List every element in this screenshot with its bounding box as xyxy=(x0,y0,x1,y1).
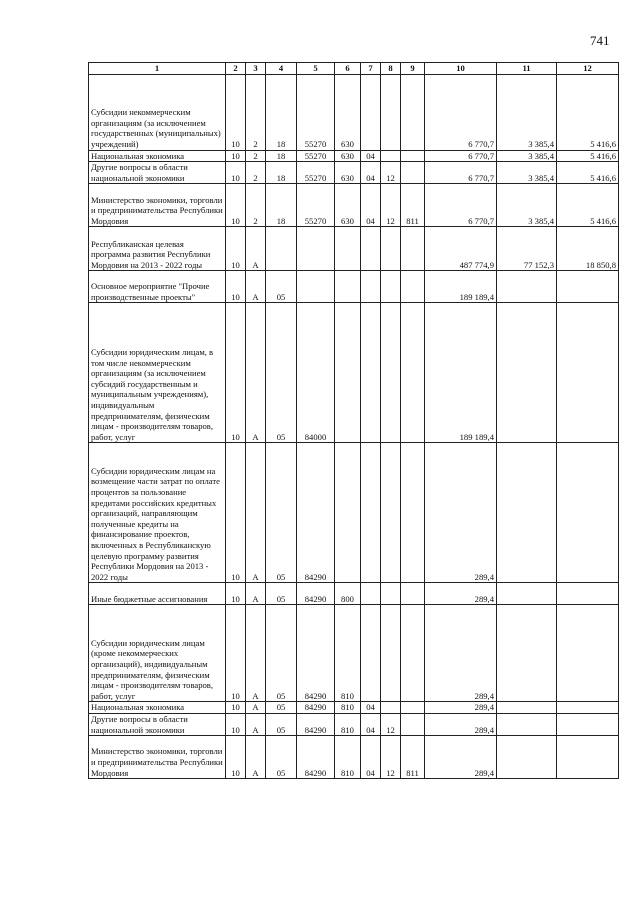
cell-c4: 18 xyxy=(266,184,297,227)
cell-c4: 05 xyxy=(266,271,297,303)
cell-c7 xyxy=(361,583,381,605)
cell-c3: А xyxy=(246,227,266,271)
table-row xyxy=(89,583,619,605)
cell-c9 xyxy=(401,583,425,605)
cell-c12: 5 416,6 xyxy=(557,74,619,150)
cell-c4: 05 xyxy=(266,583,297,605)
cell-c9: 811 xyxy=(401,736,425,779)
cell-c11 xyxy=(497,736,557,779)
cell-c11 xyxy=(497,271,557,303)
cell-c2: 10 xyxy=(226,702,246,714)
cell-c2: 10 xyxy=(226,162,246,184)
cell-c4: 05 xyxy=(266,443,297,583)
cell-c12 xyxy=(557,736,619,779)
row-name: Другие вопросы в области национальной экономики xyxy=(91,713,188,735)
cell-c6: 810 xyxy=(335,702,361,714)
column-header-11: 11 xyxy=(497,63,557,75)
cell-c6: 630 xyxy=(335,184,361,227)
cell-c3: 2 xyxy=(246,184,266,227)
column-header-8: 8 xyxy=(381,63,401,75)
cell-c12 xyxy=(557,605,619,702)
row-name: Основное мероприятие "Прочие производственные проекты" xyxy=(91,281,210,302)
cell-c10: 189 189,4 xyxy=(425,303,497,443)
cell-c7 xyxy=(361,443,381,583)
cell-c5: 84290 xyxy=(297,702,335,714)
cell-c9 xyxy=(401,605,425,702)
column-header-6: 6 xyxy=(335,63,361,75)
cell-c5: 84000 xyxy=(297,303,335,443)
cell-c5: 55270 xyxy=(297,74,335,150)
cell-c2: 10 xyxy=(226,271,246,303)
cell-c5: 55270 xyxy=(297,162,335,184)
cell-c7 xyxy=(361,303,381,443)
cell-c11 xyxy=(497,583,557,605)
cell-c5: 84290 xyxy=(297,605,335,702)
cell-c2: 10 xyxy=(226,583,246,605)
cell-c6: 810 xyxy=(335,736,361,779)
cell-c12 xyxy=(557,443,619,583)
cell-c11 xyxy=(497,303,557,443)
cell-c12 xyxy=(557,303,619,443)
column-header-1: 1 xyxy=(89,63,226,75)
cell-c5: 84290 xyxy=(297,443,335,583)
cell-c11 xyxy=(497,713,557,735)
cell-c12 xyxy=(557,271,619,303)
cell-c5: 84290 xyxy=(297,583,335,605)
cell-c3: А xyxy=(246,702,266,714)
cell-c7: 04 xyxy=(361,184,381,227)
cell-c8 xyxy=(381,702,401,714)
cell-c10: 289,4 xyxy=(425,605,497,702)
row-name-cell xyxy=(89,702,226,714)
cell-c11 xyxy=(497,702,557,714)
row-name-cell xyxy=(89,184,226,227)
cell-c6: 810 xyxy=(335,605,361,702)
cell-c10: 289,4 xyxy=(425,736,497,779)
cell-c4: 05 xyxy=(266,736,297,779)
table-body xyxy=(89,74,619,779)
cell-c4: 05 xyxy=(266,303,297,443)
cell-c7: 04 xyxy=(361,736,381,779)
cell-c4: 05 xyxy=(266,605,297,702)
cell-c5: 84290 xyxy=(297,736,335,779)
table-row xyxy=(89,303,619,443)
cell-c8 xyxy=(381,227,401,271)
cell-c8: 12 xyxy=(381,736,401,779)
cell-c11 xyxy=(497,443,557,583)
cell-c3: А xyxy=(246,443,266,583)
cell-c9 xyxy=(401,162,425,184)
cell-c7 xyxy=(361,605,381,702)
cell-c6: 810 xyxy=(335,713,361,735)
cell-c2: 10 xyxy=(226,303,246,443)
cell-c2: 10 xyxy=(226,736,246,779)
cell-c8 xyxy=(381,150,401,162)
cell-c11 xyxy=(497,605,557,702)
column-header-9: 9 xyxy=(401,63,425,75)
column-header-5: 5 xyxy=(297,63,335,75)
cell-c7 xyxy=(361,227,381,271)
row-name: Субсидии юридическим лицам, в том числе некоммерческим организациям (за исключением субсидий государственным и муниципальным учреждениям), индивидуальным предпринимателям, физическим лицам - производителям товаров, работ, услуг xyxy=(91,347,214,442)
row-name: Другие вопросы в области национальной экономики xyxy=(91,162,188,183)
cell-c10: 6 770,7 xyxy=(425,150,497,162)
cell-c2: 10 xyxy=(226,713,246,735)
cell-c3: 2 xyxy=(246,74,266,150)
cell-c2: 10 xyxy=(226,443,246,583)
cell-c5: 55270 xyxy=(297,150,335,162)
row-name: Министерство экономики, торговли и предпринимательства Республики Мордовия xyxy=(91,746,223,778)
cell-c7: 04 xyxy=(361,702,381,714)
cell-c2: 10 xyxy=(226,184,246,227)
column-header-10: 10 xyxy=(425,63,497,75)
cell-c12 xyxy=(557,713,619,735)
cell-c9 xyxy=(401,443,425,583)
cell-c2: 10 xyxy=(226,605,246,702)
cell-c7: 04 xyxy=(361,713,381,735)
cell-c8: 12 xyxy=(381,713,401,735)
table-row xyxy=(89,736,619,779)
cell-c4: 05 xyxy=(266,702,297,714)
table-row xyxy=(89,713,619,735)
row-name-cell xyxy=(89,150,226,162)
cell-c3: А xyxy=(246,736,266,779)
row-name-cell xyxy=(89,713,226,735)
cell-c10: 6 770,7 xyxy=(425,162,497,184)
row-name: Республиканская целевая программа развития Республики Мордовия на 2013 - 2022 годы xyxy=(91,238,211,270)
cell-c4: 18 xyxy=(266,150,297,162)
column-header-12: 12 xyxy=(557,63,619,75)
cell-c6 xyxy=(335,303,361,443)
cell-c10: 487 774,9 xyxy=(425,227,497,271)
cell-c9 xyxy=(401,150,425,162)
row-name-cell xyxy=(89,583,226,605)
row-name-cell xyxy=(89,736,226,779)
cell-c10: 289,4 xyxy=(425,443,497,583)
cell-c9 xyxy=(401,303,425,443)
table-row xyxy=(89,605,619,702)
cell-c7: 04 xyxy=(361,162,381,184)
cell-c6: 630 xyxy=(335,150,361,162)
cell-c12 xyxy=(557,702,619,714)
row-name-cell xyxy=(89,271,226,303)
cell-c4: 05 xyxy=(266,713,297,735)
cell-c9: 811 xyxy=(401,184,425,227)
cell-c4 xyxy=(266,227,297,271)
cell-c12: 18 850,8 xyxy=(557,227,619,271)
row-name-cell xyxy=(89,303,226,443)
cell-c11: 77 152,3 xyxy=(497,227,557,271)
table-row xyxy=(89,271,619,303)
cell-c3: А xyxy=(246,713,266,735)
cell-c8 xyxy=(381,271,401,303)
cell-c4: 18 xyxy=(266,162,297,184)
cell-c8 xyxy=(381,74,401,150)
table-row xyxy=(89,74,619,150)
cell-c11: 3 385,4 xyxy=(497,184,557,227)
table-row xyxy=(89,162,619,184)
row-name: Субсидии юридическим лицам на возмещение части затрат по оплате процентов за пользование кредитами российских кредитных организаций, направляющим полученные кредиты на финансирование проектов, включенных в Республиканскую целевую программу развития Республики Мордовия на 2013 - 2022 годы xyxy=(91,465,220,582)
column-header-2: 2 xyxy=(226,63,246,75)
cell-c8: 12 xyxy=(381,162,401,184)
cell-c7 xyxy=(361,271,381,303)
cell-c11: 3 385,4 xyxy=(497,162,557,184)
cell-c3: А xyxy=(246,303,266,443)
budget-table xyxy=(88,62,619,779)
cell-c6: 800 xyxy=(335,583,361,605)
cell-c12: 5 416,6 xyxy=(557,184,619,227)
column-header-4: 4 xyxy=(266,63,297,75)
cell-c10: 289,4 xyxy=(425,713,497,735)
cell-c12: 5 416,6 xyxy=(557,162,619,184)
cell-c7: 04 xyxy=(361,150,381,162)
table-row xyxy=(89,443,619,583)
row-name-cell xyxy=(89,605,226,702)
cell-c3: 2 xyxy=(246,150,266,162)
column-header-3: 3 xyxy=(246,63,266,75)
table-row xyxy=(89,702,619,714)
cell-c8 xyxy=(381,605,401,702)
cell-c8 xyxy=(381,583,401,605)
row-name-cell xyxy=(89,74,226,150)
column-header-7: 7 xyxy=(361,63,381,75)
table-row xyxy=(89,227,619,271)
cell-c2: 10 xyxy=(226,74,246,150)
row-name: Национальная экономика xyxy=(91,150,185,161)
cell-c3: А xyxy=(246,605,266,702)
row-name: Министерство экономики, торговли и предпринимательства Республики Мордовия xyxy=(91,194,223,226)
cell-c3: А xyxy=(246,271,266,303)
cell-c6: 630 xyxy=(335,162,361,184)
row-name-cell xyxy=(89,227,226,271)
cell-c10: 6 770,7 xyxy=(425,184,497,227)
page-number: 741 xyxy=(590,33,610,48)
cell-c12 xyxy=(557,583,619,605)
cell-c8 xyxy=(381,443,401,583)
cell-c5: 84290 xyxy=(297,713,335,735)
table-row xyxy=(89,184,619,227)
cell-c2: 10 xyxy=(226,227,246,271)
row-name: Субсидии некоммерческим организациям (за исключением государственных (муниципальных) учреждений) xyxy=(91,107,221,149)
cell-c3: 2 xyxy=(246,162,266,184)
row-name-cell xyxy=(89,443,226,583)
row-name-cell xyxy=(89,162,226,184)
cell-c10: 6 770,7 xyxy=(425,74,497,150)
row-name: Субсидии юридическим лицам (кроме некоммерческих организаций), индивидуальным предпринимателям, физическим лицам - производителям товаров, работ, услуг xyxy=(91,637,213,701)
cell-c6 xyxy=(335,443,361,583)
cell-c6 xyxy=(335,227,361,271)
cell-c9 xyxy=(401,227,425,271)
cell-c5 xyxy=(297,271,335,303)
cell-c4: 18 xyxy=(266,74,297,150)
cell-c9 xyxy=(401,702,425,714)
cell-c5: 55270 xyxy=(297,184,335,227)
cell-c8: 12 xyxy=(381,184,401,227)
cell-c6 xyxy=(335,271,361,303)
cell-c10: 289,4 xyxy=(425,583,497,605)
cell-c11: 3 385,4 xyxy=(497,150,557,162)
table-row xyxy=(89,150,619,162)
cell-c12: 5 416,6 xyxy=(557,150,619,162)
cell-c9 xyxy=(401,271,425,303)
cell-c3: А xyxy=(246,583,266,605)
cell-c5 xyxy=(297,227,335,271)
row-name: Иные бюджетные ассигнования xyxy=(91,593,208,604)
cell-c6: 630 xyxy=(335,74,361,150)
cell-c2: 10 xyxy=(226,150,246,162)
cell-c9 xyxy=(401,74,425,150)
cell-c8 xyxy=(381,303,401,443)
cell-c7 xyxy=(361,74,381,150)
cell-c10: 189 189,4 xyxy=(425,271,497,303)
cell-c9 xyxy=(401,713,425,735)
header-row xyxy=(89,63,619,75)
cell-c10: 289,4 xyxy=(425,702,497,714)
cell-c11: 3 385,4 xyxy=(497,74,557,150)
row-name: Национальная экономика xyxy=(91,702,185,713)
